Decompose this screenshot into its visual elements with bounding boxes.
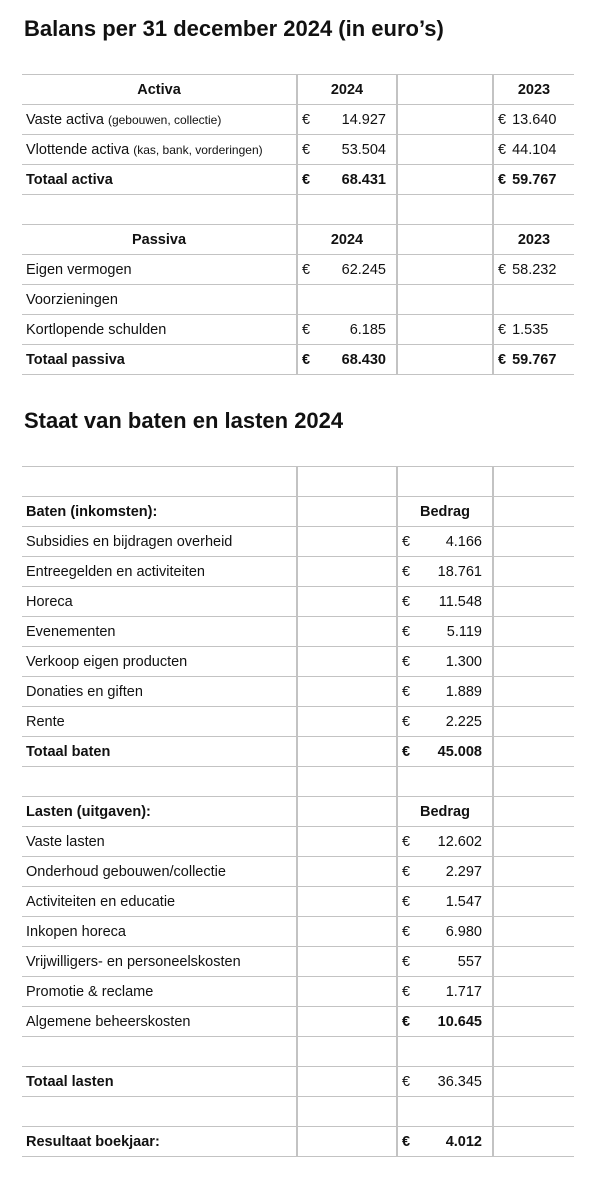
table-row	[22, 587, 574, 617]
spacer-row	[22, 195, 574, 225]
value-2023: 44.104	[512, 141, 557, 158]
table-row	[22, 527, 574, 557]
table-row	[22, 947, 574, 977]
amount: 12.602	[437, 833, 482, 850]
results-title: Staat van baten en lasten 2024	[24, 408, 344, 433]
total-2023: 59.767	[512, 351, 557, 368]
amount: 1.547	[445, 893, 482, 910]
row-label: Voorzieningen	[22, 285, 297, 315]
total-2024: 68.430	[341, 351, 386, 368]
currency-symbol: €	[498, 141, 507, 158]
value-2023: 58.232	[512, 261, 557, 278]
currency-symbol: €	[402, 533, 411, 550]
value-2024: 14.927	[341, 111, 386, 128]
amount: 5.119	[446, 623, 482, 640]
amount: 18.761	[437, 563, 482, 580]
amount: 2.297	[445, 863, 482, 880]
currency-symbol: €	[402, 983, 411, 1000]
row-label: Verkoop eigen producten	[22, 647, 297, 677]
currency-symbol: €	[302, 351, 311, 368]
value-2024: 53.504	[341, 141, 386, 158]
results-table	[22, 466, 574, 1157]
amount: 1.889	[445, 683, 482, 700]
table-row	[22, 707, 574, 737]
baten-header-row	[22, 497, 574, 527]
table-row	[22, 827, 574, 857]
table-row	[22, 977, 574, 1007]
total-row	[22, 345, 574, 375]
amount: 1.717	[445, 983, 482, 1000]
table-row	[22, 285, 574, 315]
currency-symbol: €	[402, 953, 411, 970]
row-note: (gebouwen, collectie)	[107, 112, 222, 127]
currency-symbol: €	[302, 111, 311, 128]
passiva-year-2023: 2023	[493, 225, 574, 255]
value-2024: 62.245	[341, 261, 386, 278]
currency-symbol: €	[402, 1133, 411, 1150]
value-2024: 6.185	[349, 321, 386, 338]
currency-symbol: €	[498, 111, 507, 128]
table-row	[22, 1007, 574, 1037]
table-row	[22, 105, 574, 135]
currency-symbol: €	[402, 833, 411, 850]
table-row	[22, 557, 574, 587]
lasten-header: Lasten (uitgaven):	[22, 797, 297, 827]
activa-year-2023: 2023	[493, 75, 574, 105]
total-amount: 45.008	[437, 743, 482, 760]
row-label: Vaste activa	[26, 111, 104, 128]
passiva-header-row	[22, 225, 574, 255]
amount: 1.300	[445, 653, 482, 670]
amount: 6.980	[445, 923, 482, 940]
row-label: Kortlopende schulden	[22, 315, 297, 345]
passiva-year-2024: 2024	[297, 225, 397, 255]
currency-symbol: €	[402, 623, 411, 640]
row-label: Algemene beheerskosten	[22, 1007, 297, 1037]
lasten-header-row	[22, 797, 574, 827]
row-label: Entreegelden en activiteiten	[22, 557, 297, 587]
row-label: Rente	[22, 707, 297, 737]
total-label: Totaal passiva	[22, 345, 297, 375]
spacer-row	[22, 767, 574, 797]
table-row	[22, 255, 574, 285]
currency-symbol: €	[402, 863, 411, 880]
row-label: Subsidies en bijdragen overheid	[22, 527, 297, 557]
result-row	[22, 1127, 574, 1157]
row-label: Horeca	[22, 587, 297, 617]
amount-header: Bedrag	[397, 797, 493, 827]
spacer-row	[22, 467, 574, 497]
total-row	[22, 1067, 574, 1097]
amount: 11.548	[438, 593, 482, 610]
row-label: Onderhoud gebouwen/collectie	[22, 857, 297, 887]
currency-symbol: €	[402, 653, 411, 670]
spacer-row	[22, 1037, 574, 1067]
currency-symbol: €	[302, 321, 311, 338]
table-row	[22, 917, 574, 947]
currency-symbol: €	[498, 261, 507, 278]
row-label: Activiteiten en educatie	[22, 887, 297, 917]
row-label: Promotie & reclame	[22, 977, 297, 1007]
amount: 557	[457, 953, 482, 970]
currency-symbol: €	[402, 743, 411, 760]
total-row	[22, 165, 574, 195]
table-row	[22, 857, 574, 887]
total-amount: 36.345	[437, 1073, 482, 1090]
currency-symbol: €	[498, 171, 507, 188]
currency-symbol: €	[498, 321, 507, 338]
total-label: Totaal baten	[22, 737, 297, 767]
amount-header: Bedrag	[397, 497, 493, 527]
currency-symbol: €	[402, 893, 411, 910]
currency-symbol: €	[402, 683, 411, 700]
total-label: Totaal activa	[22, 165, 297, 195]
row-label: Evenementen	[22, 617, 297, 647]
balance-title: Balans per 31 december 2024 (in euro’s)	[24, 16, 444, 41]
activa-header: Activa	[22, 75, 297, 105]
row-label: Eigen vermogen	[22, 255, 297, 285]
value-2023: 13.640	[512, 111, 557, 128]
table-row	[22, 617, 574, 647]
currency-symbol: €	[498, 351, 507, 368]
currency-symbol: €	[402, 1013, 411, 1030]
baten-header: Baten (inkomsten):	[22, 497, 297, 527]
result-amount: 4.012	[445, 1133, 482, 1150]
activa-header-row	[22, 75, 574, 105]
currency-symbol: €	[302, 141, 311, 158]
total-2023: 59.767	[512, 171, 557, 188]
amount: 2.225	[445, 713, 482, 730]
table-row	[22, 887, 574, 917]
currency-symbol: €	[402, 713, 411, 730]
total-2024: 68.431	[341, 171, 386, 188]
activa-year-2024: 2024	[297, 75, 397, 105]
table-row	[22, 647, 574, 677]
spacer-row	[22, 1097, 574, 1127]
currency-symbol: €	[402, 923, 411, 940]
row-note: (kas, bank, vorderingen)	[133, 142, 263, 157]
result-label: Resultaat boekjaar:	[22, 1127, 297, 1157]
table-row	[22, 135, 574, 165]
total-label: Totaal lasten	[22, 1067, 297, 1097]
table-row	[22, 677, 574, 707]
passiva-header: Passiva	[22, 225, 297, 255]
row-label: Vrijwilligers- en personeelskosten	[22, 947, 297, 977]
row-label: Inkopen horeca	[22, 917, 297, 947]
amount: 4.166	[445, 533, 482, 550]
value-2023: 1.535	[512, 321, 549, 338]
total-row	[22, 737, 574, 767]
row-label: Vlottende activa	[26, 141, 130, 158]
currency-symbol: €	[402, 593, 411, 610]
amount: 10.645	[437, 1013, 482, 1030]
currency-symbol: €	[302, 171, 311, 188]
currency-symbol: €	[402, 1073, 411, 1090]
currency-symbol: €	[302, 261, 311, 278]
table-row	[22, 315, 574, 345]
row-label: Donaties en giften	[22, 677, 297, 707]
row-label: Vaste lasten	[22, 827, 297, 857]
balance-table	[22, 74, 574, 375]
currency-symbol: €	[402, 563, 411, 580]
